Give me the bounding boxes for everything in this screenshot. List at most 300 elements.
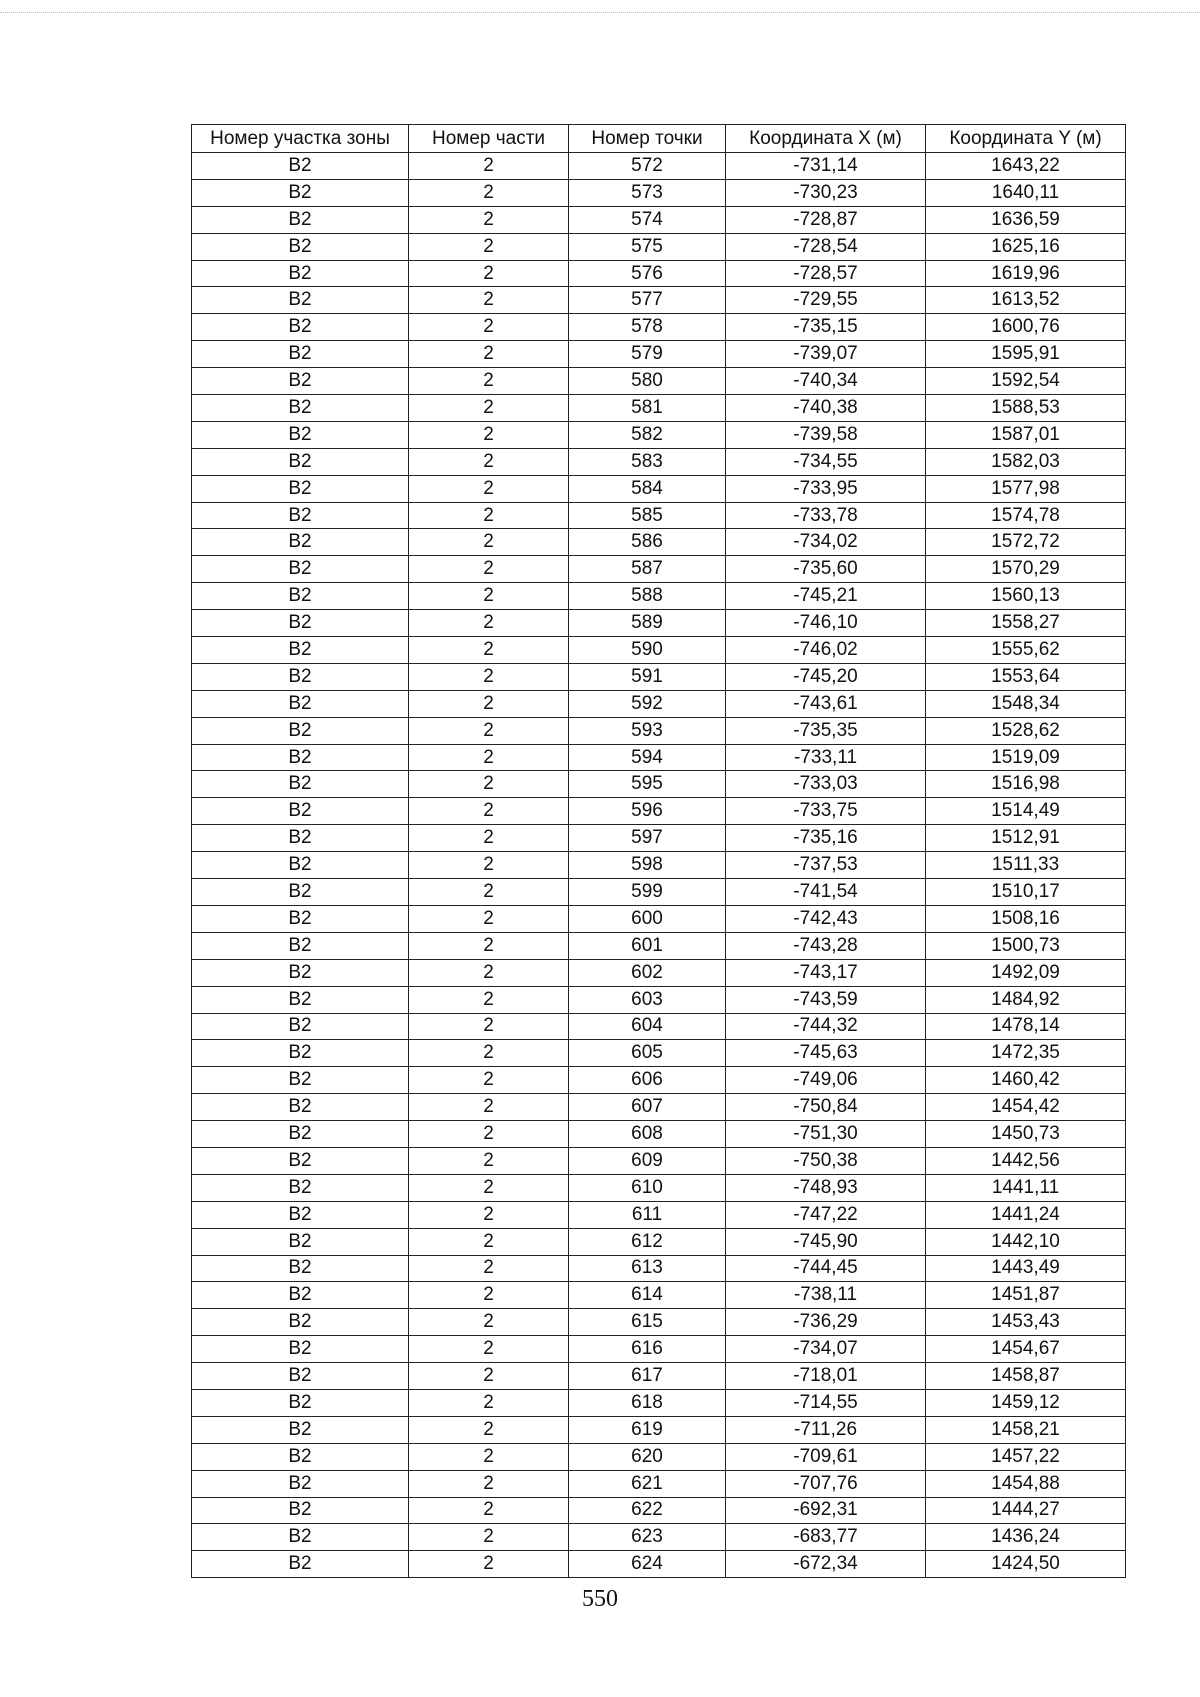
cell-point-number: 587: [569, 556, 726, 583]
cell-coordinate-y: 1553,64: [926, 663, 1126, 690]
cell-coordinate-y: 1510,17: [926, 879, 1126, 906]
cell-coordinate-x: -749,06: [726, 1067, 926, 1094]
cell-coordinate-y: 1442,56: [926, 1147, 1126, 1174]
cell-coordinate-y: 1572,72: [926, 529, 1126, 556]
cell-zone-section: B2: [192, 179, 409, 206]
cell-point-number: 611: [569, 1201, 726, 1228]
cell-zone-section: B2: [192, 1470, 409, 1497]
cell-coordinate-y: 1457,22: [926, 1443, 1126, 1470]
cell-part-number: 2: [409, 1094, 569, 1121]
cell-part-number: 2: [409, 529, 569, 556]
cell-coordinate-y: 1600,76: [926, 314, 1126, 341]
cell-part-number: 2: [409, 1282, 569, 1309]
cell-zone-section: B2: [192, 583, 409, 610]
table-row: [192, 153, 1126, 180]
cell-point-number: 623: [569, 1524, 726, 1551]
cell-coordinate-x: -738,11: [726, 1282, 926, 1309]
cell-point-number: 620: [569, 1443, 726, 1470]
table-row: [192, 179, 1126, 206]
cell-zone-section: B2: [192, 153, 409, 180]
cell-coordinate-x: -745,90: [726, 1228, 926, 1255]
cell-coordinate-y: 1570,29: [926, 556, 1126, 583]
cell-coordinate-x: -746,02: [726, 637, 926, 664]
cell-part-number: 2: [409, 206, 569, 233]
cell-zone-section: B2: [192, 1282, 409, 1309]
cell-part-number: 2: [409, 502, 569, 529]
cell-point-number: 573: [569, 179, 726, 206]
table-row: [192, 1040, 1126, 1067]
table-row: [192, 986, 1126, 1013]
cell-point-number: 606: [569, 1067, 726, 1094]
cell-part-number: 2: [409, 637, 569, 664]
cell-zone-section: B2: [192, 1255, 409, 1282]
cell-coordinate-y: 1460,42: [926, 1067, 1126, 1094]
table-row: [192, 556, 1126, 583]
cell-zone-section: B2: [192, 287, 409, 314]
table-row: [192, 690, 1126, 717]
cell-zone-section: B2: [192, 879, 409, 906]
table-row: [192, 421, 1126, 448]
cell-part-number: 2: [409, 690, 569, 717]
cell-coordinate-x: -750,84: [726, 1094, 926, 1121]
table-row: [192, 341, 1126, 368]
cell-point-number: 621: [569, 1470, 726, 1497]
table-row: [192, 583, 1126, 610]
cell-coordinate-y: 1454,42: [926, 1094, 1126, 1121]
cell-zone-section: B2: [192, 1013, 409, 1040]
table-row: [192, 932, 1126, 959]
cell-coordinate-y: 1582,03: [926, 448, 1126, 475]
cell-part-number: 2: [409, 341, 569, 368]
cell-point-number: 582: [569, 421, 726, 448]
cell-coordinate-x: -733,78: [726, 502, 926, 529]
cell-point-number: 622: [569, 1497, 726, 1524]
cell-coordinate-y: 1595,91: [926, 341, 1126, 368]
cell-zone-section: B2: [192, 932, 409, 959]
cell-part-number: 2: [409, 1228, 569, 1255]
cell-point-number: 594: [569, 744, 726, 771]
cell-part-number: 2: [409, 771, 569, 798]
cell-coordinate-y: 1588,53: [926, 395, 1126, 422]
coordinates-table: [191, 124, 1126, 1578]
cell-zone-section: B2: [192, 529, 409, 556]
cell-point-number: 591: [569, 663, 726, 690]
cell-part-number: 2: [409, 1416, 569, 1443]
cell-coordinate-x: -709,61: [726, 1443, 926, 1470]
cell-coordinate-y: 1472,35: [926, 1040, 1126, 1067]
cell-coordinate-x: -740,34: [726, 368, 926, 395]
cell-coordinate-x: -672,34: [726, 1551, 926, 1578]
header-point-number: Номер точки: [569, 125, 726, 153]
cell-coordinate-x: -744,32: [726, 1013, 926, 1040]
table-row: [192, 1309, 1126, 1336]
cell-coordinate-y: 1500,73: [926, 932, 1126, 959]
cell-coordinate-x: -714,55: [726, 1389, 926, 1416]
cell-coordinate-x: -734,55: [726, 448, 926, 475]
cell-coordinate-x: -750,38: [726, 1147, 926, 1174]
cell-coordinate-x: -743,61: [726, 690, 926, 717]
cell-coordinate-x: -739,07: [726, 341, 926, 368]
cell-coordinate-x: -739,58: [726, 421, 926, 448]
cell-part-number: 2: [409, 986, 569, 1013]
cell-coordinate-y: 1450,73: [926, 1121, 1126, 1148]
cell-point-number: 588: [569, 583, 726, 610]
cell-coordinate-y: 1555,62: [926, 637, 1126, 664]
cell-part-number: 2: [409, 1551, 569, 1578]
cell-coordinate-y: 1454,88: [926, 1470, 1126, 1497]
cell-part-number: 2: [409, 825, 569, 852]
cell-zone-section: B2: [192, 1336, 409, 1363]
cell-point-number: 572: [569, 153, 726, 180]
cell-coordinate-y: 1613,52: [926, 287, 1126, 314]
cell-zone-section: B2: [192, 744, 409, 771]
cell-coordinate-x: -743,17: [726, 959, 926, 986]
cell-coordinate-y: 1514,49: [926, 798, 1126, 825]
table-row: [192, 610, 1126, 637]
table-row: [192, 1228, 1126, 1255]
cell-coordinate-y: 1574,78: [926, 502, 1126, 529]
cell-zone-section: B2: [192, 1497, 409, 1524]
cell-coordinate-y: 1511,33: [926, 852, 1126, 879]
cell-point-number: 624: [569, 1551, 726, 1578]
cell-point-number: 576: [569, 260, 726, 287]
cell-point-number: 612: [569, 1228, 726, 1255]
cell-point-number: 603: [569, 986, 726, 1013]
cell-coordinate-y: 1516,98: [926, 771, 1126, 798]
table-row: [192, 502, 1126, 529]
cell-coordinate-x: -745,63: [726, 1040, 926, 1067]
cell-coordinate-y: 1492,09: [926, 959, 1126, 986]
cell-zone-section: B2: [192, 395, 409, 422]
cell-coordinate-y: 1478,14: [926, 1013, 1126, 1040]
cell-coordinate-x: -733,75: [726, 798, 926, 825]
cell-zone-section: B2: [192, 556, 409, 583]
cell-part-number: 2: [409, 1470, 569, 1497]
cell-zone-section: B2: [192, 637, 409, 664]
cell-part-number: 2: [409, 879, 569, 906]
page-number: 550: [582, 1586, 618, 1612]
table-row: [192, 959, 1126, 986]
cell-zone-section: B2: [192, 1443, 409, 1470]
cell-part-number: 2: [409, 421, 569, 448]
cell-point-number: 596: [569, 798, 726, 825]
cell-zone-section: B2: [192, 1363, 409, 1390]
cell-coordinate-x: -742,43: [726, 905, 926, 932]
cell-point-number: 617: [569, 1363, 726, 1390]
cell-part-number: 2: [409, 1121, 569, 1148]
cell-coordinate-y: 1512,91: [926, 825, 1126, 852]
cell-part-number: 2: [409, 556, 569, 583]
table-row: [192, 1255, 1126, 1282]
cell-coordinate-x: -718,01: [726, 1363, 926, 1390]
cell-point-number: 593: [569, 717, 726, 744]
cell-point-number: 581: [569, 395, 726, 422]
cell-part-number: 2: [409, 368, 569, 395]
cell-zone-section: B2: [192, 260, 409, 287]
scan-edge-rule: [0, 12, 1200, 13]
table-row: [192, 1470, 1126, 1497]
table-row: [192, 1174, 1126, 1201]
cell-coordinate-x: -743,28: [726, 932, 926, 959]
cell-coordinate-y: 1640,11: [926, 179, 1126, 206]
table-row: [192, 1336, 1126, 1363]
cell-part-number: 2: [409, 717, 569, 744]
table-row: [192, 1389, 1126, 1416]
cell-coordinate-y: 1453,43: [926, 1309, 1126, 1336]
cell-zone-section: B2: [192, 825, 409, 852]
cell-coordinate-y: 1519,09: [926, 744, 1126, 771]
cell-point-number: 589: [569, 610, 726, 637]
table-row: [192, 206, 1126, 233]
cell-part-number: 2: [409, 1147, 569, 1174]
cell-coordinate-x: -734,02: [726, 529, 926, 556]
table-body: [192, 153, 1126, 1578]
cell-zone-section: B2: [192, 905, 409, 932]
cell-zone-section: B2: [192, 1524, 409, 1551]
table-row: [192, 1094, 1126, 1121]
header-coordinate-x: Координата X (м): [726, 125, 926, 153]
cell-point-number: 613: [569, 1255, 726, 1282]
cell-coordinate-x: -735,60: [726, 556, 926, 583]
cell-coordinate-x: -747,22: [726, 1201, 926, 1228]
cell-coordinate-x: -728,54: [726, 233, 926, 260]
cell-coordinate-y: 1443,49: [926, 1255, 1126, 1282]
cell-coordinate-x: -734,07: [726, 1336, 926, 1363]
cell-part-number: 2: [409, 1040, 569, 1067]
cell-coordinate-x: -729,55: [726, 287, 926, 314]
cell-zone-section: B2: [192, 448, 409, 475]
cell-coordinate-y: 1458,87: [926, 1363, 1126, 1390]
cell-zone-section: B2: [192, 233, 409, 260]
cell-part-number: 2: [409, 179, 569, 206]
cell-coordinate-x: -733,11: [726, 744, 926, 771]
table-row: [192, 1497, 1126, 1524]
cell-part-number: 2: [409, 905, 569, 932]
cell-point-number: 574: [569, 206, 726, 233]
cell-part-number: 2: [409, 233, 569, 260]
cell-coordinate-y: 1548,34: [926, 690, 1126, 717]
cell-coordinate-y: 1619,96: [926, 260, 1126, 287]
cell-coordinate-y: 1459,12: [926, 1389, 1126, 1416]
cell-part-number: 2: [409, 1201, 569, 1228]
cell-zone-section: B2: [192, 1416, 409, 1443]
table-row: [192, 637, 1126, 664]
cell-zone-section: B2: [192, 475, 409, 502]
cell-coordinate-y: 1442,10: [926, 1228, 1126, 1255]
cell-part-number: 2: [409, 260, 569, 287]
cell-zone-section: B2: [192, 610, 409, 637]
cell-coordinate-x: -740,38: [726, 395, 926, 422]
cell-coordinate-y: 1558,27: [926, 610, 1126, 637]
cell-point-number: 578: [569, 314, 726, 341]
table-row: [192, 233, 1126, 260]
cell-part-number: 2: [409, 798, 569, 825]
cell-coordinate-x: -745,21: [726, 583, 926, 610]
cell-point-number: 601: [569, 932, 726, 959]
table-row: [192, 1443, 1126, 1470]
cell-coordinate-x: -733,03: [726, 771, 926, 798]
cell-part-number: 2: [409, 1336, 569, 1363]
cell-coordinate-y: 1592,54: [926, 368, 1126, 395]
table-row: [192, 1551, 1126, 1578]
cell-zone-section: B2: [192, 1147, 409, 1174]
cell-zone-section: B2: [192, 1228, 409, 1255]
cell-coordinate-y: 1643,22: [926, 153, 1126, 180]
table-row: [192, 744, 1126, 771]
cell-point-number: 597: [569, 825, 726, 852]
cell-part-number: 2: [409, 287, 569, 314]
table-row: [192, 717, 1126, 744]
table-row: [192, 314, 1126, 341]
table-row: [192, 771, 1126, 798]
cell-part-number: 2: [409, 1443, 569, 1470]
table-row: [192, 1201, 1126, 1228]
cell-coordinate-x: -746,10: [726, 610, 926, 637]
cell-zone-section: B2: [192, 852, 409, 879]
cell-coordinate-y: 1508,16: [926, 905, 1126, 932]
table-row: [192, 448, 1126, 475]
cell-coordinate-x: -733,95: [726, 475, 926, 502]
cell-coordinate-y: 1528,62: [926, 717, 1126, 744]
cell-point-number: 577: [569, 287, 726, 314]
cell-coordinate-x: -707,76: [726, 1470, 926, 1497]
cell-coordinate-y: 1458,21: [926, 1416, 1126, 1443]
cell-point-number: 599: [569, 879, 726, 906]
cell-zone-section: B2: [192, 663, 409, 690]
cell-part-number: 2: [409, 153, 569, 180]
cell-coordinate-y: 1436,24: [926, 1524, 1126, 1551]
cell-point-number: 580: [569, 368, 726, 395]
cell-zone-section: B2: [192, 771, 409, 798]
cell-coordinate-x: -743,59: [726, 986, 926, 1013]
cell-point-number: 615: [569, 1309, 726, 1336]
cell-part-number: 2: [409, 744, 569, 771]
cell-point-number: 604: [569, 1013, 726, 1040]
header-zone-section-number: Номер участка зоны: [192, 125, 409, 153]
table-row: [192, 1363, 1126, 1390]
cell-part-number: 2: [409, 1174, 569, 1201]
cell-part-number: 2: [409, 314, 569, 341]
cell-part-number: 2: [409, 1389, 569, 1416]
cell-coordinate-y: 1560,13: [926, 583, 1126, 610]
cell-coordinate-x: -748,93: [726, 1174, 926, 1201]
cell-point-number: 614: [569, 1282, 726, 1309]
table-row: [192, 1121, 1126, 1148]
table-row: [192, 475, 1126, 502]
cell-point-number: 586: [569, 529, 726, 556]
cell-point-number: 609: [569, 1147, 726, 1174]
cell-coordinate-y: 1441,24: [926, 1201, 1126, 1228]
cell-point-number: 618: [569, 1389, 726, 1416]
cell-part-number: 2: [409, 1013, 569, 1040]
cell-zone-section: B2: [192, 1389, 409, 1416]
cell-coordinate-x: -737,53: [726, 852, 926, 879]
cell-zone-section: B2: [192, 502, 409, 529]
cell-zone-section: B2: [192, 717, 409, 744]
cell-zone-section: B2: [192, 421, 409, 448]
cell-point-number: 595: [569, 771, 726, 798]
table-row: [192, 287, 1126, 314]
cell-zone-section: B2: [192, 1040, 409, 1067]
table-row: [192, 825, 1126, 852]
table-row: [192, 1067, 1126, 1094]
cell-coordinate-y: 1451,87: [926, 1282, 1126, 1309]
cell-point-number: 590: [569, 637, 726, 664]
cell-part-number: 2: [409, 959, 569, 986]
cell-point-number: 592: [569, 690, 726, 717]
table-row: [192, 368, 1126, 395]
header-coordinate-y: Координата Y (м): [926, 125, 1126, 153]
table-row: [192, 395, 1126, 422]
cell-point-number: 598: [569, 852, 726, 879]
cell-part-number: 2: [409, 1067, 569, 1094]
cell-coordinate-x: -751,30: [726, 1121, 926, 1148]
table-header-row: [192, 125, 1126, 153]
cell-part-number: 2: [409, 583, 569, 610]
cell-zone-section: B2: [192, 1121, 409, 1148]
cell-zone-section: B2: [192, 1201, 409, 1228]
cell-coordinate-x: -728,57: [726, 260, 926, 287]
cell-part-number: 2: [409, 475, 569, 502]
cell-coordinate-y: 1636,59: [926, 206, 1126, 233]
cell-coordinate-x: -741,54: [726, 879, 926, 906]
cell-zone-section: B2: [192, 206, 409, 233]
cell-coordinate-x: -735,16: [726, 825, 926, 852]
cell-point-number: 619: [569, 1416, 726, 1443]
cell-zone-section: B2: [192, 959, 409, 986]
cell-coordinate-y: 1441,11: [926, 1174, 1126, 1201]
cell-point-number: 575: [569, 233, 726, 260]
cell-coordinate-y: 1484,92: [926, 986, 1126, 1013]
table-row: [192, 879, 1126, 906]
cell-part-number: 2: [409, 1363, 569, 1390]
cell-coordinate-x: -728,87: [726, 206, 926, 233]
cell-coordinate-x: -736,29: [726, 1309, 926, 1336]
cell-coordinate-x: -711,26: [726, 1416, 926, 1443]
cell-zone-section: B2: [192, 1309, 409, 1336]
cell-coordinate-y: 1577,98: [926, 475, 1126, 502]
cell-zone-section: B2: [192, 1094, 409, 1121]
cell-coordinate-x: -692,31: [726, 1497, 926, 1524]
cell-zone-section: B2: [192, 986, 409, 1013]
cell-part-number: 2: [409, 610, 569, 637]
table-row: [192, 905, 1126, 932]
table-row: [192, 1524, 1126, 1551]
cell-zone-section: B2: [192, 341, 409, 368]
cell-coordinate-y: 1454,67: [926, 1336, 1126, 1363]
table-row: [192, 663, 1126, 690]
cell-coordinate-x: -744,45: [726, 1255, 926, 1282]
cell-coordinate-x: -735,35: [726, 717, 926, 744]
cell-point-number: 579: [569, 341, 726, 368]
cell-zone-section: B2: [192, 1551, 409, 1578]
table-row: [192, 852, 1126, 879]
cell-coordinate-y: 1625,16: [926, 233, 1126, 260]
cell-point-number: 585: [569, 502, 726, 529]
cell-point-number: 605: [569, 1040, 726, 1067]
cell-zone-section: B2: [192, 368, 409, 395]
cell-point-number: 602: [569, 959, 726, 986]
table-row: [192, 529, 1126, 556]
table-row: [192, 1416, 1126, 1443]
cell-zone-section: B2: [192, 1067, 409, 1094]
cell-part-number: 2: [409, 852, 569, 879]
cell-zone-section: B2: [192, 798, 409, 825]
cell-coordinate-x: -735,15: [726, 314, 926, 341]
cell-part-number: 2: [409, 448, 569, 475]
cell-coordinate-x: -683,77: [726, 1524, 926, 1551]
cell-part-number: 2: [409, 395, 569, 422]
